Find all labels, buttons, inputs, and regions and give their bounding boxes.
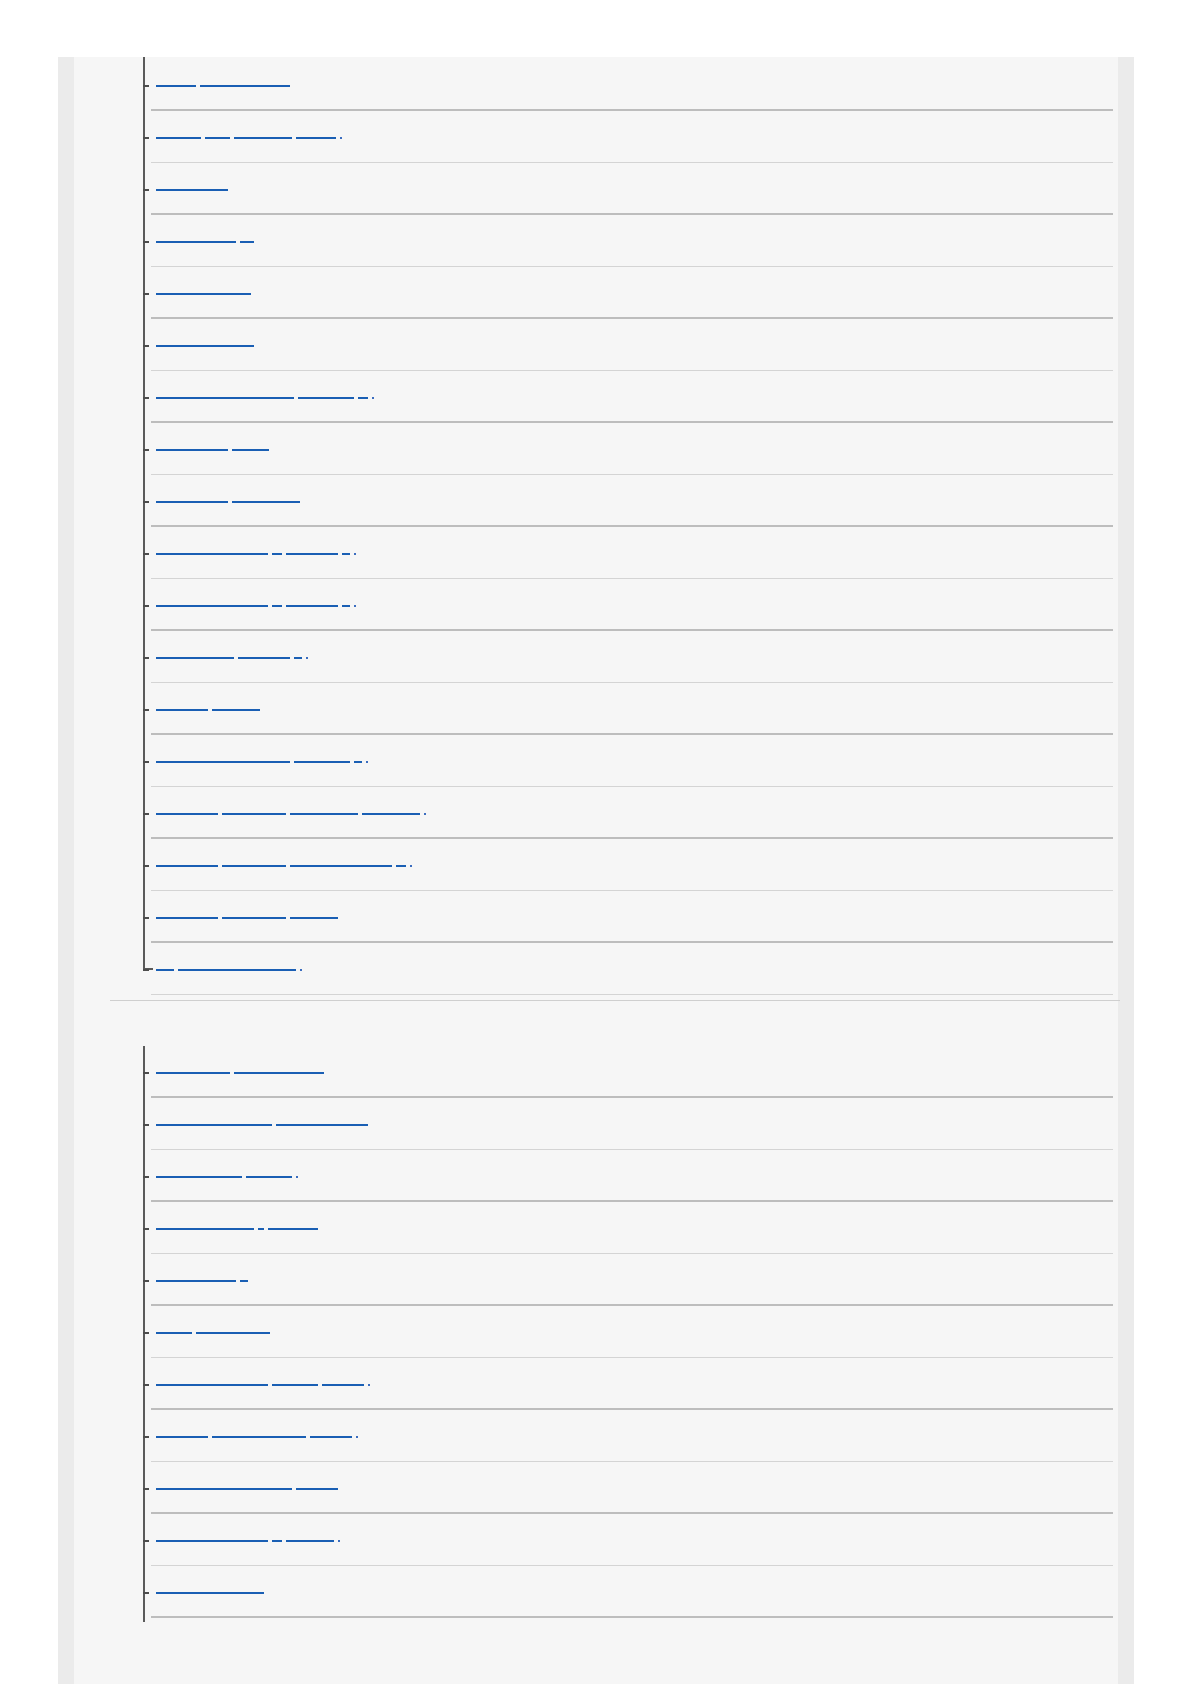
link-underline-segment xyxy=(410,865,412,867)
link-underline-segment xyxy=(156,501,228,503)
toc-row xyxy=(151,1514,1113,1566)
link-underline-segment xyxy=(310,1436,352,1438)
link-underline-segment xyxy=(306,657,308,659)
link-underline-segment xyxy=(290,917,338,919)
link-underline-segment xyxy=(286,1540,334,1542)
link-underline-segment xyxy=(298,397,354,399)
toc-link[interactable] xyxy=(156,967,302,975)
toc-row xyxy=(151,163,1113,215)
link-underline-segment xyxy=(156,85,196,87)
tree-branch-tick xyxy=(143,553,149,555)
link-underline-segment xyxy=(212,709,260,711)
content-panel xyxy=(74,57,1118,1684)
link-underline-segment xyxy=(156,137,201,139)
tree-connector-line xyxy=(143,1046,145,1622)
link-underline-segment xyxy=(156,1540,268,1542)
link-underline-segment xyxy=(156,241,236,243)
link-underline-segment xyxy=(272,1384,318,1386)
toc-link[interactable] xyxy=(156,551,356,559)
toc-row xyxy=(151,683,1113,735)
tree-branch-tick xyxy=(143,85,149,87)
link-underline-segment xyxy=(424,813,426,815)
tree-branch-tick xyxy=(143,709,149,711)
toc-link[interactable] xyxy=(156,187,232,195)
link-underline-segment xyxy=(234,137,292,139)
tree-branch-tick xyxy=(143,657,149,659)
tree-branch-tick xyxy=(143,1488,149,1490)
link-underline-segment xyxy=(300,969,302,971)
toc-row xyxy=(151,787,1113,839)
tree-branch-tick xyxy=(143,969,149,971)
link-underline-segment xyxy=(222,813,286,815)
link-underline-segment xyxy=(205,137,230,139)
toc-link[interactable] xyxy=(156,1538,340,1546)
link-underline-segment xyxy=(156,1176,242,1178)
link-underline-segment xyxy=(222,865,286,867)
tree-branch-tick xyxy=(143,1540,149,1542)
link-underline-segment xyxy=(156,969,174,971)
link-underline-segment xyxy=(156,1384,268,1386)
toc-row xyxy=(151,839,1113,891)
link-underline-segment xyxy=(294,761,350,763)
toc-link[interactable] xyxy=(156,1486,342,1494)
link-underline-segment xyxy=(296,137,336,139)
toc-link[interactable] xyxy=(156,1382,370,1390)
link-underline-segment xyxy=(396,865,406,867)
toc-link[interactable] xyxy=(156,1434,358,1442)
link-underline-segment xyxy=(372,397,374,399)
link-underline-segment xyxy=(276,1124,368,1126)
toc-link[interactable] xyxy=(156,1330,274,1338)
link-underline-segment xyxy=(356,1436,358,1438)
tree-branch-tick xyxy=(143,293,149,295)
row-separator xyxy=(151,994,1113,995)
link-underline-segment xyxy=(156,1228,254,1230)
link-underline-segment xyxy=(368,1384,370,1386)
toc-row xyxy=(151,319,1113,371)
link-underline-segment xyxy=(156,293,251,295)
tree-branch-tick xyxy=(143,865,149,867)
link-underline-segment xyxy=(290,813,358,815)
link-underline-segment xyxy=(156,657,234,659)
link-underline-segment xyxy=(342,605,350,607)
tree-branch-tick xyxy=(143,813,149,815)
link-underline-segment xyxy=(358,397,368,399)
link-underline-segment xyxy=(240,1280,248,1282)
toc-link[interactable] xyxy=(156,447,273,455)
toc-row xyxy=(151,735,1113,787)
link-underline-segment xyxy=(272,605,282,607)
toc-link[interactable] xyxy=(156,239,258,247)
toc-link[interactable] xyxy=(156,1226,322,1234)
link-underline-segment xyxy=(156,553,268,555)
link-underline-segment xyxy=(240,241,254,243)
toc-row xyxy=(151,59,1113,111)
link-underline-segment xyxy=(156,1488,292,1490)
link-underline-segment xyxy=(362,813,420,815)
tree-branch-tick xyxy=(143,241,149,243)
tree-branch-tick xyxy=(143,397,149,399)
toc-row xyxy=(151,1566,1113,1618)
link-underline-segment xyxy=(322,1384,364,1386)
toc-link[interactable] xyxy=(156,395,374,403)
link-underline-segment xyxy=(286,553,338,555)
link-underline-segment xyxy=(354,553,356,555)
toc-row xyxy=(151,1202,1113,1254)
toc-link[interactable] xyxy=(156,1122,372,1130)
toc-link[interactable] xyxy=(156,1278,252,1286)
link-underline-segment xyxy=(156,917,218,919)
toc-row xyxy=(151,1150,1113,1202)
link-underline-segment xyxy=(178,969,296,971)
toc-link[interactable] xyxy=(156,499,304,507)
link-underline-segment xyxy=(342,553,350,555)
row-separator xyxy=(151,1616,1113,1618)
link-underline-segment xyxy=(200,85,290,87)
tree-branch-tick xyxy=(143,189,149,191)
link-underline-segment xyxy=(354,761,362,763)
toc-row xyxy=(151,1098,1113,1150)
link-underline-segment xyxy=(232,501,300,503)
link-underline-segment xyxy=(156,1332,192,1334)
toc-row xyxy=(151,943,1113,995)
toc-link[interactable] xyxy=(156,1070,328,1078)
toc-row xyxy=(151,527,1113,579)
link-underline-segment xyxy=(156,761,290,763)
link-underline-segment xyxy=(338,1540,340,1542)
toc-link[interactable] xyxy=(156,915,342,923)
toc-row xyxy=(151,215,1113,267)
toc-row xyxy=(151,579,1113,631)
link-underline-segment xyxy=(366,761,368,763)
link-underline-segment xyxy=(238,657,290,659)
link-underline-segment xyxy=(156,1280,236,1282)
tree-branch-tick xyxy=(143,1436,149,1438)
toc-link[interactable] xyxy=(156,1590,268,1598)
tree-branch-tick xyxy=(143,1228,149,1230)
link-underline-segment xyxy=(156,449,228,451)
link-underline-segment xyxy=(156,605,268,607)
tree-branch-tick xyxy=(143,449,149,451)
link-underline-segment xyxy=(156,1124,272,1126)
page-frame xyxy=(58,57,1134,1684)
toc-row xyxy=(151,1254,1113,1306)
tree-branch-tick xyxy=(143,137,149,139)
link-underline-segment xyxy=(196,1332,270,1334)
link-underline-segment xyxy=(156,397,294,399)
tree-branch-tick xyxy=(143,1072,149,1074)
toc-link[interactable] xyxy=(156,135,342,143)
link-underline-segment xyxy=(156,189,228,191)
tree-branch-tick xyxy=(143,1124,149,1126)
toc-link[interactable] xyxy=(156,343,258,351)
toc-row xyxy=(151,111,1113,163)
link-tree-section-1 xyxy=(74,57,1118,997)
toc-row xyxy=(151,1358,1113,1410)
link-underline-segment xyxy=(156,709,208,711)
toc-row xyxy=(151,1046,1113,1098)
tree-branch-tick xyxy=(143,761,149,763)
tree-branch-tick xyxy=(143,1592,149,1594)
toc-link[interactable] xyxy=(156,811,426,819)
toc-row xyxy=(151,1462,1113,1514)
link-underline-segment xyxy=(234,1072,324,1074)
tree-branch-tick xyxy=(143,1176,149,1178)
link-underline-segment xyxy=(354,605,356,607)
toc-row xyxy=(151,267,1113,319)
link-underline-segment xyxy=(156,345,254,347)
toc-link[interactable] xyxy=(156,603,356,611)
link-underline-segment xyxy=(296,1488,338,1490)
toc-row xyxy=(151,1306,1113,1358)
tree-branch-tick xyxy=(143,1332,149,1334)
link-underline-segment xyxy=(286,605,338,607)
tree-branch-tick xyxy=(143,501,149,503)
toc-link[interactable] xyxy=(156,1174,298,1182)
toc-row xyxy=(151,475,1113,527)
link-underline-segment xyxy=(296,1176,298,1178)
tree-branch-tick xyxy=(143,345,149,347)
toc-row xyxy=(151,1410,1113,1462)
tree-branch-tick xyxy=(143,1280,149,1282)
link-underline-segment xyxy=(222,917,286,919)
link-underline-segment xyxy=(212,1436,306,1438)
link-underline-segment xyxy=(258,1228,264,1230)
toc-link[interactable] xyxy=(156,83,294,91)
toc-row xyxy=(151,371,1113,423)
link-underline-segment xyxy=(232,449,269,451)
link-tree-section-2 xyxy=(74,1046,1118,1622)
toc-row xyxy=(151,891,1113,943)
tree-branch-tick xyxy=(143,917,149,919)
toc-link[interactable] xyxy=(156,707,264,715)
toc-row xyxy=(151,423,1113,475)
link-underline-segment xyxy=(290,865,392,867)
link-underline-segment xyxy=(272,553,282,555)
link-underline-segment xyxy=(294,657,302,659)
link-underline-segment xyxy=(156,813,218,815)
link-underline-segment xyxy=(156,1592,264,1594)
section-divider xyxy=(110,1000,1120,1001)
link-underline-segment xyxy=(156,1072,230,1074)
toc-link[interactable] xyxy=(156,863,412,871)
tree-branch-tick xyxy=(143,1384,149,1386)
link-underline-segment xyxy=(272,1540,282,1542)
tree-branch-tick xyxy=(143,605,149,607)
toc-link[interactable] xyxy=(156,291,255,299)
toc-row xyxy=(151,631,1113,683)
toc-link[interactable] xyxy=(156,655,308,663)
link-underline-segment xyxy=(268,1228,318,1230)
tree-connector-line xyxy=(143,57,145,969)
link-underline-segment xyxy=(156,865,218,867)
link-underline-segment xyxy=(156,1436,208,1438)
link-underline-segment xyxy=(340,137,342,139)
toc-link[interactable] xyxy=(156,759,368,767)
link-underline-segment xyxy=(246,1176,292,1178)
